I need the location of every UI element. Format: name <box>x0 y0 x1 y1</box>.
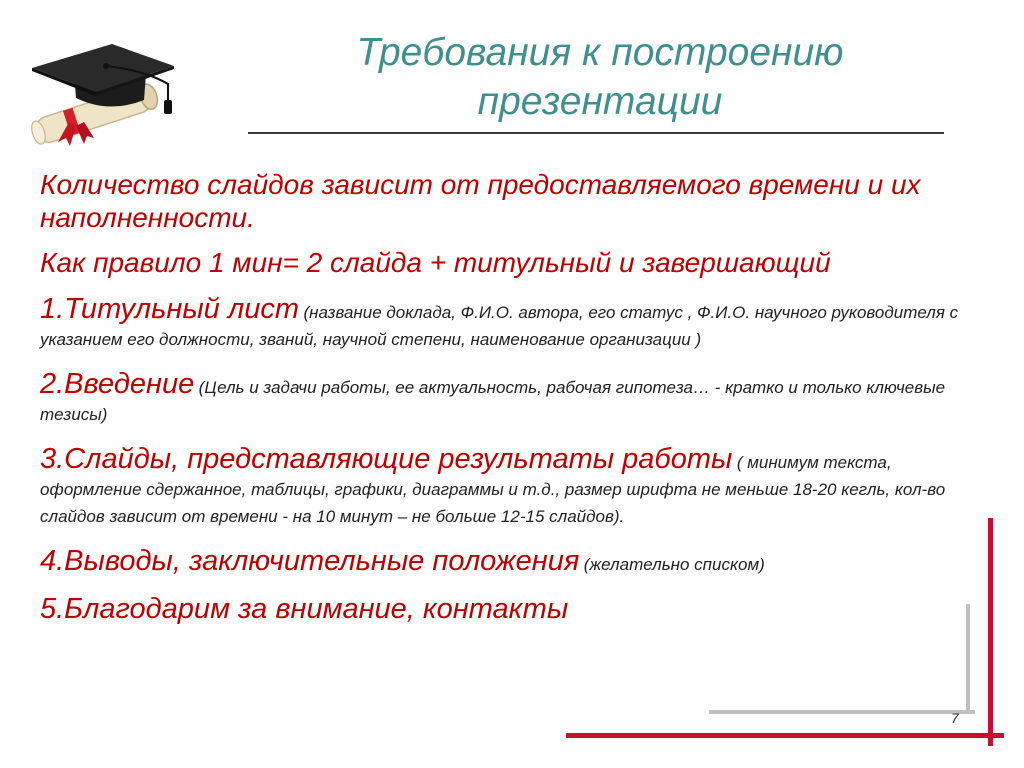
title-line-1: Требования к построению <box>356 31 844 74</box>
list-item-note: (Цель и задачи работы, ее актуальность, рабочая гипотеза… - кратко и только ключевые тезисы) <box>40 378 946 424</box>
list-item-label: 2.Введение <box>40 368 195 400</box>
list-item-label: 5.Благодарим за внимание, контакты <box>40 593 569 625</box>
list-item-label: 4.Выводы, заключительные положения <box>40 545 580 577</box>
intro-rule: Как правило 1 мин= 2 слайда + титульный и завершающий <box>40 247 831 278</box>
intro-paragraph: Количество слайдов зависит от предоставляемого времени и их наполненности. <box>40 169 921 233</box>
list-item-note: (желательно списком) <box>583 555 765 574</box>
list-item-label: 3.Слайды, представляющие результаты работы <box>40 443 733 475</box>
list-item-label: 1.Титульный лист <box>40 293 299 325</box>
list-item-note: (название доклада, Ф.И.О. автора, его статус , Ф.И.О. научного руководителя с указанием его должности, званий, научной степени, наименование организации ) <box>40 303 959 349</box>
list-item-note: ( минимум текста, оформление сдержанное, таблицы, графики, диаграммы и т.д., размер шрифта не меньше 18-20 кегль, кол-во слайдов зависит от времени - на 10 минут – не больше 12-15 слайдов). <box>40 453 946 526</box>
page-number: 7 <box>951 710 959 726</box>
title-line-2: презентации <box>477 80 723 123</box>
